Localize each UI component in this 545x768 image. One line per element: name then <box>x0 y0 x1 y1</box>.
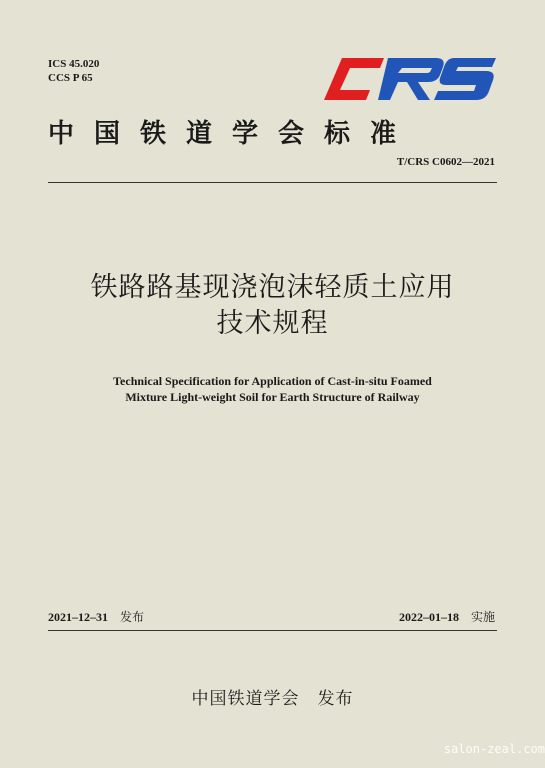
ccs-code: CCS P 65 <box>48 72 93 84</box>
publisher-line: 中国铁道学会 发布 <box>191 689 354 709</box>
standard-number: T/CRS C0602—2021 <box>396 156 495 168</box>
implement-date: 2022–01–18 <box>398 610 459 624</box>
watermark: salon-zeal.com <box>443 742 545 756</box>
implement-label: 实施 <box>470 610 495 624</box>
english-title-line-1: Technical Specification for Application of Cast-in-situ Foamed <box>113 374 432 388</box>
implement-date-block <box>399 608 495 625</box>
classification-codes <box>48 57 99 85</box>
issue-date-block <box>48 608 144 625</box>
bottom-divider <box>48 630 497 631</box>
org-standard-title: 中国铁道学会标准 <box>48 119 417 149</box>
chinese-title-line-1: 铁路路基现浇泡沫轻质土应用 <box>90 272 455 303</box>
ics-code: ICS 45.020 <box>48 58 100 70</box>
english-title-line-2: Mixture Light-weight Soil for Earth Structure of Railway <box>125 390 420 404</box>
crs-logo <box>318 54 498 104</box>
issue-date: 2021–12–31 <box>48 610 108 624</box>
issue-label: 发布 <box>120 610 145 624</box>
top-divider <box>48 182 497 183</box>
chinese-title-line-2: 技术规程 <box>216 308 329 339</box>
chinese-title <box>0 270 545 342</box>
english-title <box>0 373 545 405</box>
